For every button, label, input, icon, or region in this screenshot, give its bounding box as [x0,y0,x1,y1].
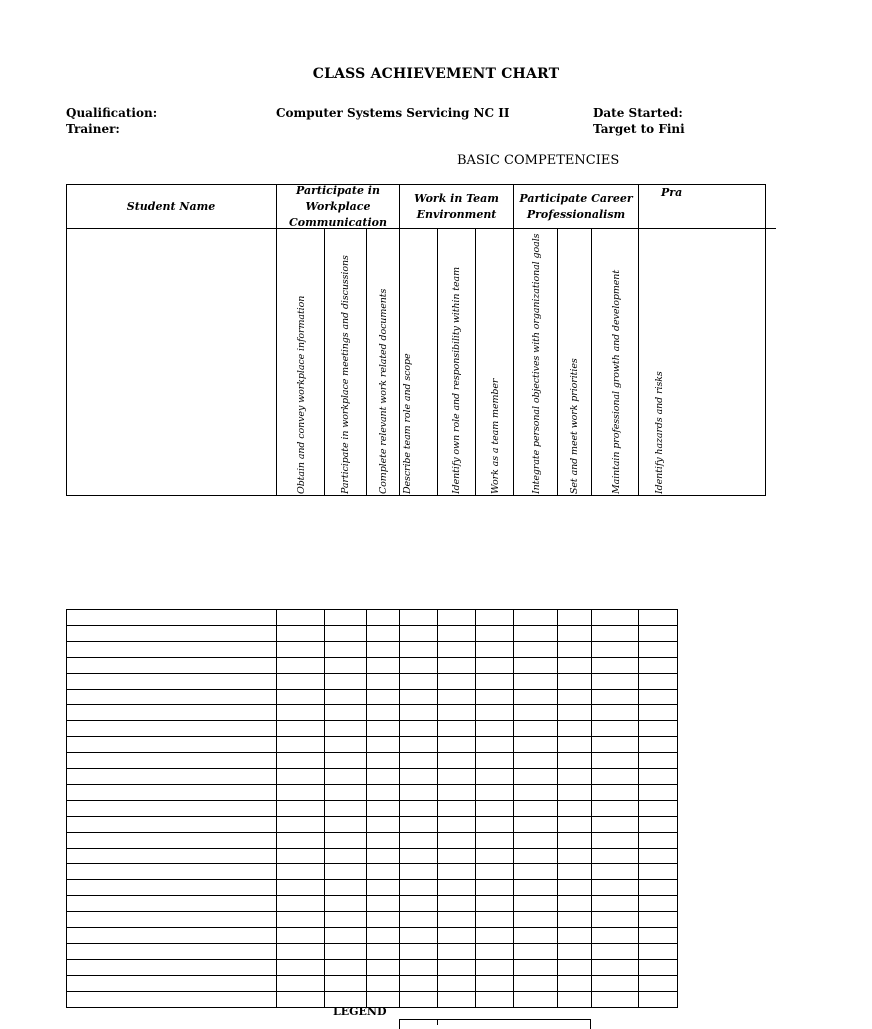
competency-label: Complete relevant work related documents [378,288,389,494]
row-line [66,689,678,690]
target-to-finish-label: Target to Fini [593,122,685,136]
row-line [66,720,678,721]
row-line [66,784,678,785]
page-title: CLASS ACHIEVEMENT CHART [312,66,560,82]
row-line [66,848,678,849]
column-line [591,609,592,1008]
competency-label: Work as a team member [490,378,501,494]
qualification-label: Qualification: [66,106,158,120]
group-header-practice: Pra [661,186,683,199]
row-line [66,752,678,753]
column-line [399,609,400,1008]
group-header-workplace-communication: Participate in Workplace Communication [289,183,387,229]
row-line [66,657,678,658]
competency-label: Describe team role and scope [402,353,413,494]
row-line [66,625,678,626]
competency-label: Identify hazards and risks [654,371,665,494]
row-line [66,863,678,864]
column-line [66,609,67,1008]
row-line [66,768,678,769]
column-line [513,609,514,1008]
row-line [66,943,678,944]
column-line [437,609,438,1008]
row-line [66,927,678,928]
row-line [66,816,678,817]
competency-label: Identify own role and responsibility within team [451,266,462,494]
legend-box [399,1019,591,1029]
competency-label: Obtain and convey workplace information [296,295,307,494]
row-line [66,641,678,642]
column-line [276,609,277,1008]
competency-label: Set and meet work priorities [569,358,580,494]
column-line [557,609,558,1008]
row-line [66,800,678,801]
group-header-career-professionalism: Participate Career Professionalism [519,191,633,221]
row-line [66,975,678,976]
competency-label: Participate in workplace meetings and discussions [340,255,351,494]
competency-label: Maintain professional growth and development [611,269,622,494]
column-line [475,609,476,1008]
row-line [66,959,678,960]
trainer-label: Trainer: [66,122,120,136]
column-line [324,609,325,1008]
legend-label: LEGEND [333,1005,387,1018]
row-line [66,704,678,705]
row-line [66,911,678,912]
group-header-team-environment: Work in Team Environment [414,191,499,221]
qualification-value: Computer Systems Servicing NC II [276,106,510,120]
column-line [638,609,639,1008]
row-line [66,879,678,880]
column-line [366,609,367,1008]
date-started-label: Date Started: [593,106,683,120]
row-line [66,895,678,896]
row-line [66,609,678,610]
row-line [66,832,678,833]
column-line [677,609,678,1008]
competency-label: Integrate personal objectives with organizational goals [531,233,542,494]
section-title: BASIC COMPETENCIES [457,153,620,168]
row-line [66,991,678,992]
row-line [66,736,678,737]
student-name-header: Student Name [126,199,216,213]
row-line [66,673,678,674]
